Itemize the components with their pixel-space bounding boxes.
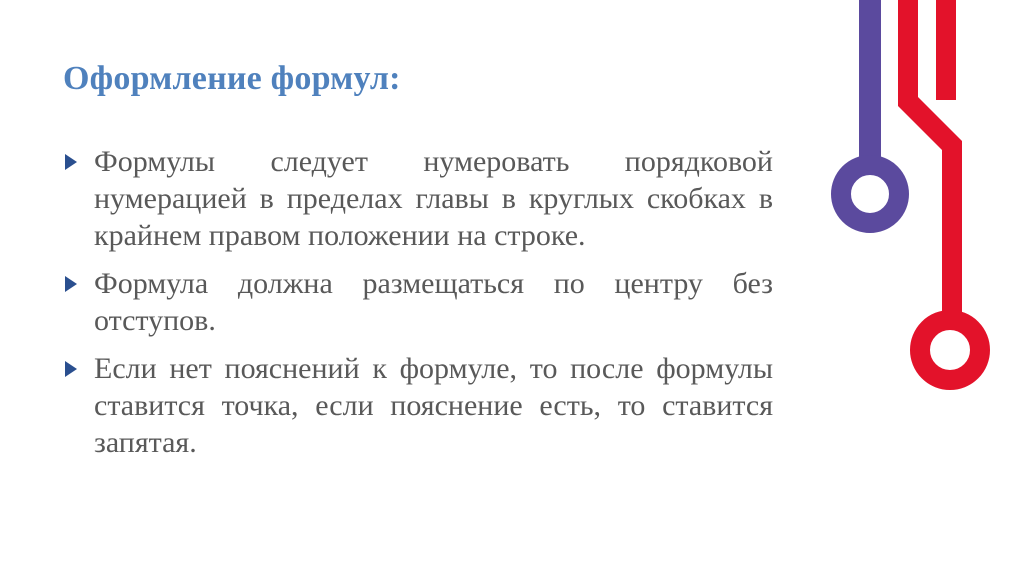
red-line-short: [936, 0, 956, 100]
triangle-bullet-icon: [65, 154, 77, 170]
list-item: [63, 350, 773, 461]
purple-line: [859, 0, 881, 160]
bullet-text: Формулы следует нумеровать порядковой нумерацией в пределах главы в круглых скобках в крайнем правом положении на строке.: [94, 145, 773, 252]
list-item: [63, 143, 773, 254]
list-item: [63, 265, 773, 339]
bullet-text: Если нет пояснений к формуле, то после формулы ставится точка, если пояснение есть, то ставится запятая.: [94, 352, 773, 459]
slide-title: Оформление формул:: [63, 60, 401, 97]
triangle-bullet-icon: [65, 361, 77, 377]
purple-ring-icon: [841, 165, 899, 223]
bullet-list: [63, 143, 773, 472]
triangle-bullet-icon: [65, 276, 77, 292]
circuit-lines-decoration: [800, 0, 1024, 574]
bullet-text: Формула должна размещаться по центру без отступов.: [94, 267, 773, 337]
red-ring-icon: [920, 320, 980, 380]
